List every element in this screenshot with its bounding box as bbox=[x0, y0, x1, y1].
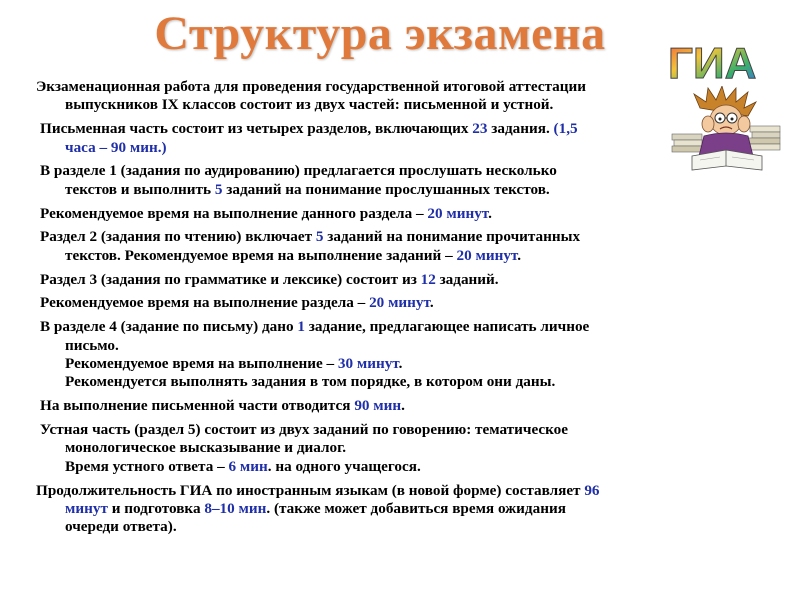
paragraph bbox=[36, 271, 686, 289]
text-line bbox=[40, 228, 686, 246]
text-segment: заданий. bbox=[435, 270, 499, 288]
highlighted-value: 5 bbox=[315, 228, 324, 246]
text-line bbox=[40, 270, 686, 289]
text-segment: текстов. Рекомендуемое время на выполнение заданий – bbox=[65, 246, 457, 264]
text-line bbox=[65, 373, 686, 391]
paragraph bbox=[36, 397, 686, 415]
text-segment: Время устного ответа – bbox=[65, 457, 229, 475]
text-segment: . на одного учащегося. bbox=[267, 457, 421, 475]
highlighted-value: 5 bbox=[214, 180, 223, 198]
text-segment: Продолжительность ГИА по иностранным языкам (в новой форме) составляет bbox=[36, 481, 585, 499]
text-segment: задания. bbox=[487, 120, 554, 138]
paragraph bbox=[36, 120, 686, 157]
text-line bbox=[40, 204, 686, 223]
text-line bbox=[65, 518, 686, 536]
text-segment: . bbox=[401, 397, 405, 415]
highlighted-value: 20 минут bbox=[427, 204, 489, 222]
highlighted-value: 30 минут bbox=[337, 355, 399, 373]
paragraph bbox=[36, 421, 686, 476]
text-line bbox=[36, 78, 686, 96]
text-segment: заданий на понимание прочитанных bbox=[323, 228, 581, 246]
text-segment: . bbox=[488, 204, 492, 222]
text-segment: . bbox=[429, 294, 434, 312]
text-line bbox=[65, 500, 686, 518]
text-line bbox=[65, 355, 686, 373]
text-line bbox=[40, 421, 686, 439]
gia-logo-text: ГИА bbox=[668, 39, 757, 86]
highlighted-value: часа – 90 мин.) bbox=[65, 138, 167, 156]
text-segment: письмо. bbox=[65, 336, 119, 354]
text-line bbox=[65, 439, 686, 457]
text-segment: Раздел 3 (задания по грамматике и лексике) состоит из bbox=[40, 270, 421, 288]
exam-structure-text bbox=[36, 78, 686, 542]
text-line bbox=[65, 247, 686, 265]
paragraph bbox=[36, 162, 686, 199]
text-segment: Экзаменационная работа для проведения государственной итоговой аттестации bbox=[36, 78, 587, 95]
text-segment: задание, предлагающее написать личное bbox=[304, 318, 590, 336]
paragraph bbox=[36, 78, 686, 115]
highlighted-value: 96 bbox=[584, 481, 600, 499]
text-segment: . (также может добавиться время ожидания bbox=[266, 500, 566, 518]
text-segment: Письменная часть состоит из четырех разделов, включающих bbox=[40, 120, 473, 138]
text-segment: и подготовка bbox=[107, 500, 205, 518]
text-line bbox=[40, 120, 686, 138]
paragraph bbox=[36, 205, 686, 223]
highlighted-value: 23 bbox=[472, 120, 488, 138]
text-segment: очереди ответа). bbox=[65, 518, 177, 536]
text-line bbox=[40, 294, 686, 312]
highlighted-value: 6 мин bbox=[228, 457, 268, 475]
paragraph bbox=[36, 294, 686, 312]
highlighted-value: 20 минут bbox=[456, 246, 518, 264]
text-segment: выпускников IX классов состоит из двух частей: письменной и устной. bbox=[65, 96, 554, 114]
highlighted-value: 90 мин bbox=[354, 397, 402, 415]
text-segment: В разделе 1 (задания по аудированию) предлагается прослушать несколько bbox=[40, 162, 557, 180]
text-line bbox=[36, 481, 686, 500]
highlighted-value: 1 bbox=[297, 318, 305, 336]
slide-title: Структура экзамена bbox=[154, 7, 606, 60]
text-segment: . bbox=[398, 355, 403, 373]
text-segment: На выполнение письменной части отводится bbox=[40, 397, 355, 415]
text-segment: Раздел 2 (задания по чтению) включает bbox=[40, 228, 316, 246]
text-segment: В разделе 4 (задание по письму) дано bbox=[40, 318, 298, 336]
text-line bbox=[40, 162, 686, 180]
text-line bbox=[65, 181, 686, 199]
text-segment: Рекомендуемое время на выполнение – bbox=[65, 355, 338, 373]
paragraph bbox=[36, 482, 686, 537]
text-segment: текстов и выполнить bbox=[65, 180, 215, 198]
paragraph bbox=[36, 318, 686, 392]
highlighted-value: 12 bbox=[420, 270, 436, 288]
text-line bbox=[65, 139, 686, 157]
text-line bbox=[40, 397, 686, 415]
text-segment: заданий на понимание прослушанных текстов. bbox=[222, 180, 550, 198]
stressed-student-with-books-icon bbox=[670, 86, 784, 174]
text-line bbox=[65, 96, 686, 114]
highlighted-value: 8–10 мин bbox=[204, 500, 267, 518]
highlighted-value: 20 минут bbox=[369, 294, 430, 312]
text-segment: Рекомендуемое время на выполнение данного раздела – bbox=[40, 204, 428, 222]
text-line bbox=[65, 458, 686, 476]
text-segment: . bbox=[517, 246, 522, 264]
paragraph bbox=[36, 228, 686, 265]
text-segment: Рекомендуется выполнять задания в том порядке, в котором они даны. bbox=[65, 373, 556, 391]
highlighted-value: минут bbox=[65, 500, 108, 518]
text-segment: Устная часть (раздел 5) состоит из двух заданий по говорению: тематическое bbox=[40, 421, 569, 439]
text-line bbox=[40, 318, 686, 336]
text-line bbox=[65, 337, 686, 355]
text-segment: Рекомендуемое время на выполнение раздела – bbox=[40, 294, 370, 312]
text-segment: монологическое высказывание и диалог. bbox=[65, 439, 347, 457]
highlighted-value: (1,5 bbox=[553, 120, 578, 138]
